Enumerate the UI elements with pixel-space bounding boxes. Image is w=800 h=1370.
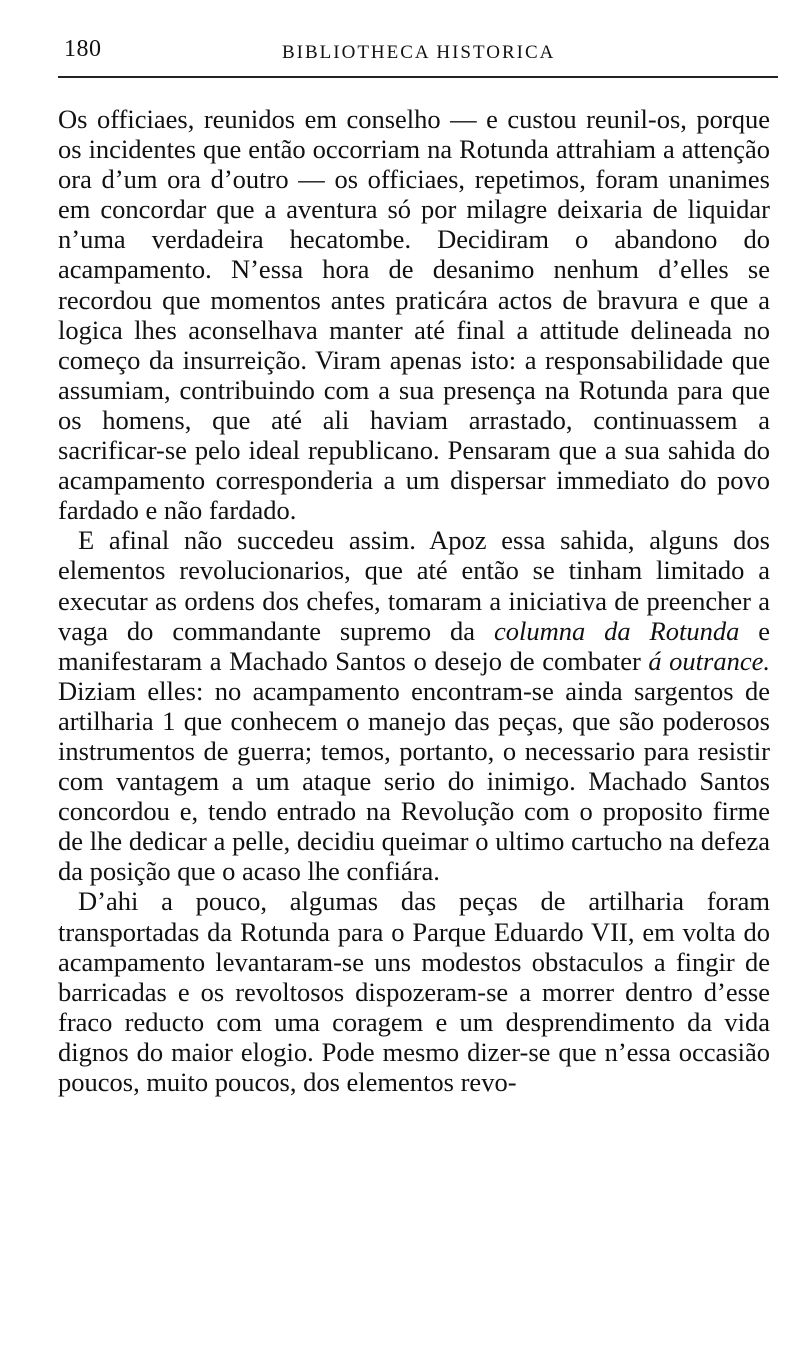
paragraph-2 bbox=[58, 525, 770, 886]
paragraph-1: Os officiaes, reunidos em conselho — e custou reunil-os, porque os incidentes que então occorriam na Rotunda attrahiam a attenção ora d’um ora d’outro — os officiaes, repetimos, foram unanimes em concordar que a aventura só por milagre deixaria de liquidar n’uma verdadeira hecatombe. Decidiram o abandono do acampamento. N’essa hora de desanimo nenhum d’elles se recordou que momentos antes praticára actos de bravura e que a logica lhes aconselhava manter até final a attitude delineada no começo da insurreição. Viram apenas isto: a responsabilidade que assumiam, contribuindo com a sua presença na Rotunda para que os homens, que até ali haviam arrastado, continuassem a sacrificar-se pelo ideal republicano. Pensaram que a sua sahida do acampamento corresponderia a um dispersar immediato do povo fardado e não fardado. bbox=[58, 104, 770, 526]
paragraph-2-text-c: Diziam elles: no acampamento encontram-se ainda sargentos de artilharia 1 que conhecem o manejo das peças, que são poderosos instrumentos de guerra; temos, portanto, o necessario para resistir com vantagem a um ataque serio do inimigo. Machado Santos concordou e, tendo entrado na Revolução com o proposito firme de lhe dedicar a pelle, decidiu queimar o ultimo cartucho na defeza da posição que o acaso lhe confiára. bbox=[58, 675, 770, 887]
paragraph-2-emphasis-columna: columna da Rotunda bbox=[493, 615, 740, 646]
paragraph-2-text-b: e manifestaram a Machado Santos o desejo de combater bbox=[58, 615, 771, 676]
running-head: BIBLIOTHECA HISTORICA bbox=[282, 42, 556, 63]
page-number: 180 bbox=[64, 36, 102, 62]
body-text bbox=[58, 104, 770, 1097]
page-header bbox=[58, 36, 780, 70]
header-rule bbox=[58, 76, 778, 78]
paragraph-3: D’ahi a pouco, algumas das peças de artilharia foram transportadas da Rotunda para o Parque Eduardo VII, em volta do acampamento levantaram-se uns modestos obstaculos a fingir de barricadas e os revoltosos dispozeram-se a morrer dentro d’esse fraco reducto com uma coragem e um desprendimento da vida dignos do maior elogio. Pode mesmo dizer-se que n’essa occasião poucos, muito poucos, dos elementos revo- bbox=[58, 886, 770, 1097]
paragraph-2-emphasis-outrance: á outrance. bbox=[648, 645, 771, 676]
paragraph-2-text-a: E afinal não succedeu assim. Apoz essa sahida, alguns dos elementos revolucionarios, que até então se tinham limitado a executar as ordens dos chefes, tomaram a iniciativa de preencher a vaga do commandante supremo da bbox=[58, 525, 770, 646]
